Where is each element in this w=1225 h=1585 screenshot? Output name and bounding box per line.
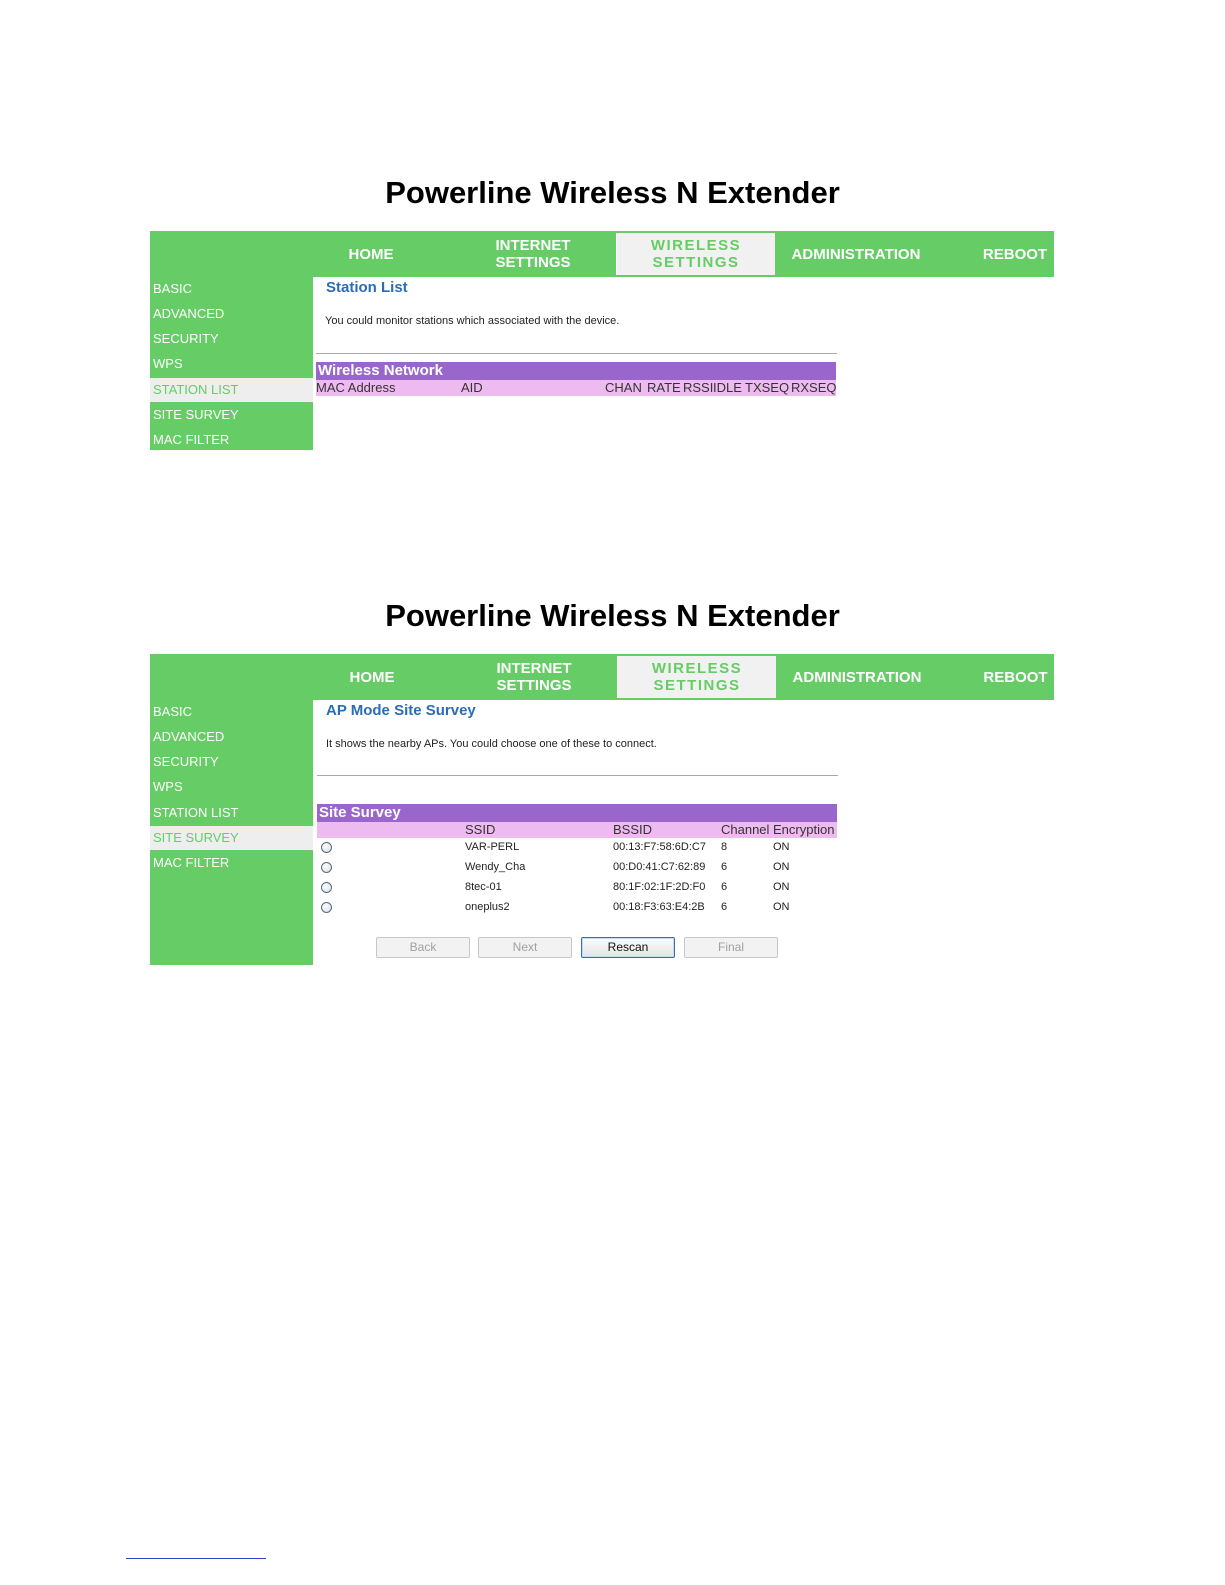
sidebar-item-wps[interactable]: WPS <box>153 779 183 794</box>
footnote-separator <box>126 1558 266 1559</box>
table-row[interactable] <box>317 838 837 858</box>
page-title: AP Mode Site Survey <box>326 702 476 719</box>
nav-administration[interactable]: ADMINISTRATION <box>791 245 921 263</box>
nav-reboot[interactable]: REBOOT <box>983 668 1048 686</box>
page-description: You could monitor stations which associated with the device. <box>325 315 620 327</box>
select-radio[interactable] <box>321 842 332 853</box>
select-radio[interactable] <box>321 902 332 913</box>
channel-cell: 8 <box>721 841 728 853</box>
column-header: MAC Address <box>316 380 396 395</box>
ssid-cell: Wendy_Cha <box>465 861 526 873</box>
page-banner-title: Powerline Wireless N Extender <box>385 175 840 210</box>
encryption-cell: ON <box>773 901 790 913</box>
column-header: BSSID <box>613 822 653 837</box>
sidebar-item-wps[interactable]: WPS <box>153 356 183 371</box>
sidebar-item-station-list[interactable]: STATION LIST <box>153 805 239 820</box>
ssid-cell: oneplus2 <box>465 901 510 913</box>
nav-internet-settings[interactable]: INTERNET SETTINGS <box>496 660 572 694</box>
page-description: It shows the nearby APs. You could choose one of these to connect. <box>326 738 657 750</box>
divider <box>317 775 838 776</box>
nav-wireless-settings[interactable]: WIRELESS SETTINGS <box>617 656 776 698</box>
encryption-cell: ON <box>773 881 790 893</box>
sidebar-item-station-list[interactable]: STATION LIST <box>150 378 313 402</box>
sidebar-item-mac-filter[interactable]: MAC FILTER <box>153 432 230 447</box>
table-row[interactable] <box>317 878 837 898</box>
final-button[interactable]: Final <box>684 937 778 958</box>
sidebar-item-site-survey[interactable]: SITE SURVEY <box>153 407 239 422</box>
column-header: IDLE <box>713 380 742 395</box>
rescan-button[interactable]: Rescan <box>581 937 675 958</box>
back-button[interactable]: Back <box>376 937 470 958</box>
table-header-row <box>317 822 837 838</box>
channel-cell: 6 <box>721 901 728 913</box>
ssid-cell: VAR-PERL <box>465 841 520 853</box>
sidebar-item-site-survey[interactable]: SITE SURVEY <box>150 826 313 850</box>
top-nav-bar <box>150 231 1054 277</box>
nav-reboot[interactable]: REBOOT <box>982 245 1048 263</box>
column-header: RXSEQ <box>791 380 837 395</box>
column-header: TXSEQ <box>745 380 790 395</box>
channel-cell: 6 <box>721 861 728 873</box>
table-row[interactable] <box>317 898 837 918</box>
bssid-cell: 00:18:F3:63:E4:2B <box>613 901 705 913</box>
column-header: RATE <box>647 380 681 395</box>
nav-home[interactable]: HOME <box>348 245 394 263</box>
bssid-cell: 80:1F:02:1F:2D:F0 <box>613 881 706 893</box>
sidebar <box>150 277 313 450</box>
nav-administration[interactable]: ADMINISTRATION <box>792 668 922 686</box>
sidebar <box>150 700 313 965</box>
sidebar-item-advanced[interactable]: ADVANCED <box>153 729 225 744</box>
next-button[interactable]: Next <box>478 937 572 958</box>
sidebar-item-advanced[interactable]: ADVANCED <box>153 306 225 321</box>
encryption-cell: ON <box>773 841 790 853</box>
nav-internet-settings[interactable]: INTERNET SETTINGS <box>495 237 571 271</box>
button-row <box>376 937 780 958</box>
table-row[interactable] <box>317 858 837 878</box>
section-header: Wireless Network <box>316 362 836 380</box>
sidebar-item-security[interactable]: SECURITY <box>153 754 219 769</box>
sidebar-item-mac-filter[interactable]: MAC FILTER <box>153 855 230 870</box>
encryption-cell: ON <box>773 861 790 873</box>
channel-cell: 6 <box>721 881 728 893</box>
section-header: Site Survey <box>317 804 837 822</box>
select-radio[interactable] <box>321 882 332 893</box>
page-title: Station List <box>326 279 408 296</box>
divider <box>316 353 837 354</box>
column-header: CHAN <box>605 380 642 395</box>
bssid-cell: 00:D0:41:C7:62:89 <box>613 861 706 873</box>
column-header: Channel <box>721 822 770 837</box>
column-header: Encryption <box>773 822 835 837</box>
column-header: SSID <box>465 822 496 837</box>
nav-wireless-settings[interactable]: WIRELESS SETTINGS <box>616 233 775 275</box>
column-header: RSSI <box>683 380 714 395</box>
sidebar-item-basic[interactable]: BASIC <box>153 281 193 296</box>
top-nav-bar <box>150 654 1054 700</box>
table-header-row <box>316 380 836 396</box>
select-radio[interactable] <box>321 862 332 873</box>
ssid-cell: 8tec-01 <box>465 881 502 893</box>
sidebar-item-security[interactable]: SECURITY <box>153 331 219 346</box>
nav-home[interactable]: HOME <box>349 668 395 686</box>
bssid-cell: 00:13:F7:58:6D:C7 <box>613 841 706 853</box>
column-header: AID <box>461 380 483 395</box>
sidebar-item-basic[interactable]: BASIC <box>153 704 193 719</box>
page-banner-title: Powerline Wireless N Extender <box>385 598 840 633</box>
